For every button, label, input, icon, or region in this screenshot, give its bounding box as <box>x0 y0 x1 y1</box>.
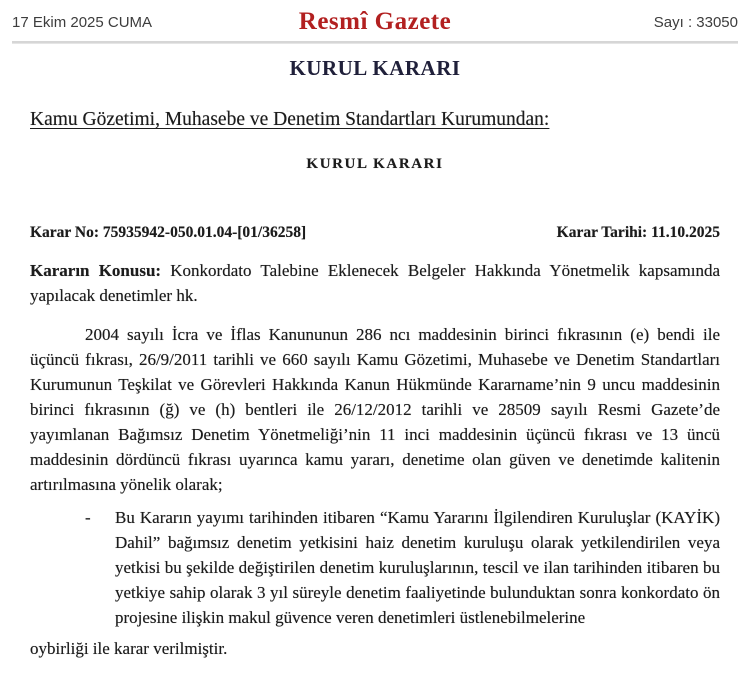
decision-date <box>557 224 720 242</box>
decision-subject-label: Kararın Konusu: <box>30 261 162 280</box>
decision-date-label: Karar Tarihi: <box>556 224 648 241</box>
decision-list-item-text: Bu Kararın yayımı tarihinden itibaren “Kamu Yararını İlgilendiren Kuruluşlar (KAYİK) Dahil” bağımsız denetim yetkisini haiz denetim kuruluşu olarak yetkilendirilen veya yetkisi bu şekilde değiştirilen denetim kuruluşlarının, tescil ve ilan tarihinden itibaren bu yetkiye sahip olarak 3 yıl süreyle denetim faaliyetinde bulunduktan sonra konkordato ön projesine ilişkin makul güvence veren denetimleri üstlenebilmelerine <box>115 508 720 627</box>
decision-subject <box>30 258 720 308</box>
scanned-document-body <box>0 109 750 661</box>
gazette-title: Resmî Gazete <box>298 8 452 35</box>
gazette-issue-number: Sayı : 33050 <box>653 13 738 31</box>
decision-paragraph: 2004 sayılı İcra ve İflas Kanununun 286 ncı maddesinin birinci fıkrasının (e) bendi ile üçüncü fıkrası, 26/9/2011 tarihli ve 660 sayılı Kamu Gözetimi, Muhasebe ve Denetim Standartları Kurumunun Teşkilat ve Görevleri Hakkında Kanun Hükmünde Kararname’nin 9 uncu maddesinin birinci fıkrasının (ğ) ve (h) bentleri ile 26/12/2012 tarihli ve 28509 sayılı Resmi Gazete’de yayımlanan Bağımsız Denetim Yönetmeliği’nin 11 inci maddesinin üçüncü fıkrası ve 13 üncü maddesinin dördüncü fıkrası uyarınca kamu yararı, denetime olan güven ve denetimde kalitenin artırılmasına yönelik olarak; <box>30 325 720 494</box>
decision-subject-text: Konkordato Talebine Eklenecek Belgeler Hakkında Yönetmelik kapsamında yapılacak denetimler hk. <box>30 261 720 305</box>
issuing-authority: Kamu Gözetimi, Muhasebe ve Denetim Standartları Kurumundan: <box>30 109 550 130</box>
closing-statement: oybirliği ile karar verilmiştir. <box>30 639 228 658</box>
masthead-divider <box>12 41 738 43</box>
decision-number-label: Karar No: <box>30 224 100 241</box>
decision-meta-row <box>30 224 720 242</box>
document-title: KURUL KARARI <box>306 156 444 172</box>
decision-date-value: 11.10.2025 <box>651 224 720 241</box>
gazette-date: 17 Ekim 2025 CUMA <box>12 13 153 31</box>
decision-number-value: 75935942-050.01.04-[01/36258] <box>102 224 307 241</box>
gazette-masthead <box>0 0 750 38</box>
decision-number <box>30 224 306 242</box>
section-title: KURUL KARARI <box>289 56 461 80</box>
decision-list-item <box>30 505 720 630</box>
dash-bullet-marker: - <box>85 508 91 527</box>
